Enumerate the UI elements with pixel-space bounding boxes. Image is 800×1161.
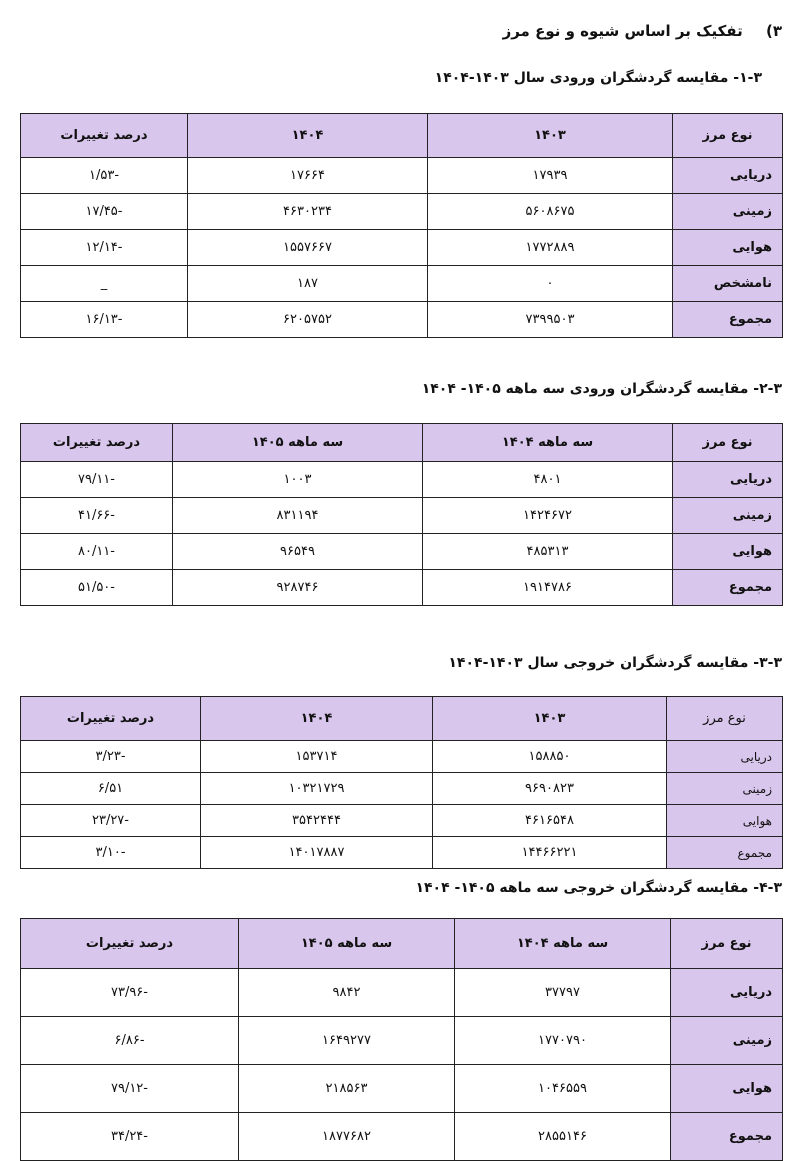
row-label: مجموع [673,570,783,606]
table-3-title: ۳-۳- مقایسه گردشگران خروجی سال ۱۴۰۳-۱۴۰۴ [448,655,782,671]
table-row [21,837,783,869]
cell: ۴۶۳۰۲۳۴ [188,194,428,230]
cell: ۱۷۹۳۹ [428,158,673,194]
cell: -۵۱/۵۰ [21,570,173,606]
cell: ۳۷۷۹۷ [455,969,671,1017]
cell: ۷۳۹۹۵۰۳ [428,302,673,338]
table-row [21,266,783,302]
cell: ۱۸۷ [188,266,428,302]
row-label: دریایی [671,969,783,1017]
table-header-row [21,114,783,158]
row-label: هوایی [671,1065,783,1113]
cell: -۷۳/۹۶ [21,969,239,1017]
header-col-2: ۱۴۰۴ [201,697,433,741]
cell: ۱۵۵۷۶۶۷ [188,230,428,266]
heading-text: تفکیک بر اساس شیوه و نوع مرز [502,22,743,40]
table-header-row [21,919,783,969]
table-header-row [21,424,783,462]
cell: -۷۹/۱۱ [21,462,173,498]
cell: -۶/۸۶ [21,1017,239,1065]
row-label: مجموع [671,1113,783,1161]
table-row [21,969,783,1017]
table-row [21,741,783,773]
cell: -۳/۱۰ [21,837,201,869]
cell: ۱۷۷۰۷۹۰ [455,1017,671,1065]
cell: ۲۱۸۵۶۳ [239,1065,455,1113]
header-border-type: نوع مرز [671,919,783,969]
cell: ۳۵۴۲۴۴۴ [201,805,433,837]
header-col-1: سه ماهه ۱۴۰۴ [455,919,671,969]
cell: -۴۱/۶۶ [21,498,173,534]
table-row [21,158,783,194]
cell: -۱۲/۱۴ [21,230,188,266]
cell: ۹۲۸۷۴۶ [173,570,423,606]
cell: ۴۸۰۱ [423,462,673,498]
table-4-title: ۴-۳- مقایسه گردشگران خروجی سه ماهه ۱۴۰۵- ۱۴۰۴ [415,880,782,896]
cell: ۰ [428,266,673,302]
row-label: هوایی [673,230,783,266]
table-4 [20,918,783,1161]
header-border-type: نوع مرز [673,114,783,158]
header-col-2: ۱۴۰۴ [188,114,428,158]
heading-number: ۳) [765,22,782,40]
cell: _ [21,266,188,302]
cell: ۱۷۷۲۸۸۹ [428,230,673,266]
header-change-percent: درصد تغییرات [21,424,173,462]
cell: ۱۰۰۳ [173,462,423,498]
table-row [21,805,783,837]
header-col-1: ۱۴۰۳ [428,114,673,158]
cell: ۱۴۴۶۶۲۲۱ [433,837,667,869]
table-row [21,1113,783,1161]
row-label: هوایی [673,534,783,570]
cell: ۱۷۶۶۴ [188,158,428,194]
cell: ۲۸۵۵۱۴۶ [455,1113,671,1161]
row-label: هوایی [667,805,783,837]
header-border-type: نوع مرز [667,697,783,741]
row-label: زمینی [673,498,783,534]
cell: ۱۵۳۷۱۴ [201,741,433,773]
cell: ۱۵۸۸۵۰ [433,741,667,773]
table-2-title: ۲-۳- مقایسه گردشگران ورودی سه ماهه ۱۴۰۵- ۱۴۰۴ [421,381,782,397]
cell: ۱۴۰۱۷۸۸۷ [201,837,433,869]
header-col-2: سه ماهه ۱۴۰۵ [239,919,455,969]
cell: ۹۶۹۰۸۲۳ [433,773,667,805]
cell: ۹۶۵۴۹ [173,534,423,570]
cell: -۷۹/۱۲ [21,1065,239,1113]
table-row [21,302,783,338]
table-1 [20,113,783,338]
row-label: مجموع [673,302,783,338]
header-col-1: سه ماهه ۱۴۰۴ [423,424,673,462]
header-change-percent: درصد تغییرات [21,919,239,969]
row-label: زمینی [673,194,783,230]
row-label: دریایی [673,158,783,194]
cell: ۱۸۷۷۶۸۲ [239,1113,455,1161]
cell: ۶۲۰۵۷۵۲ [188,302,428,338]
cell: -۸۰/۱۱ [21,534,173,570]
table-row [21,194,783,230]
cell: ۹۸۴۲ [239,969,455,1017]
cell: -۳۴/۲۴ [21,1113,239,1161]
cell: ۱۶۴۹۲۷۷ [239,1017,455,1065]
cell: ۴۶۱۶۵۴۸ [433,805,667,837]
cell: ۱۰۳۲۱۷۲۹ [201,773,433,805]
cell: ۶/۵۱ [21,773,201,805]
cell: -۳/۲۳ [21,741,201,773]
section-heading [503,22,782,40]
row-label: مجموع [667,837,783,869]
table-3 [20,696,783,869]
cell: ۱۴۲۴۶۷۲ [423,498,673,534]
table-row [21,462,783,498]
row-label: نامشخص [673,266,783,302]
header-col-1: ۱۴۰۳ [433,697,667,741]
table-row [21,1065,783,1113]
cell: -۱/۵۳ [21,158,188,194]
header-col-2: سه ماهه ۱۴۰۵ [173,424,423,462]
table-row [21,230,783,266]
cell: ۴۸۵۳۱۳ [423,534,673,570]
header-border-type: نوع مرز [673,424,783,462]
cell: -۲۳/۲۷ [21,805,201,837]
table-row [21,773,783,805]
table-1-title: ۱-۳- مقایسه گردشگران ورودی سال ۱۴۰۳-۱۴۰۴ [434,70,762,86]
table-header-row [21,697,783,741]
cell: ۱۰۴۶۵۵۹ [455,1065,671,1113]
table-2 [20,423,783,606]
row-label: زمینی [667,773,783,805]
table-row [21,534,783,570]
cell: ۸۳۱۱۹۴ [173,498,423,534]
header-change-percent: درصد تغییرات [21,114,188,158]
row-label: دریایی [673,462,783,498]
row-label: زمینی [671,1017,783,1065]
cell: ۱۹۱۴۷۸۶ [423,570,673,606]
table-row [21,1017,783,1065]
cell: ۵۶۰۸۶۷۵ [428,194,673,230]
table-row [21,570,783,606]
table-row [21,498,783,534]
header-change-percent: درصد تغییرات [21,697,201,741]
cell: -۱۶/۱۳ [21,302,188,338]
row-label: دریایی [667,741,783,773]
cell: -۱۷/۴۵ [21,194,188,230]
